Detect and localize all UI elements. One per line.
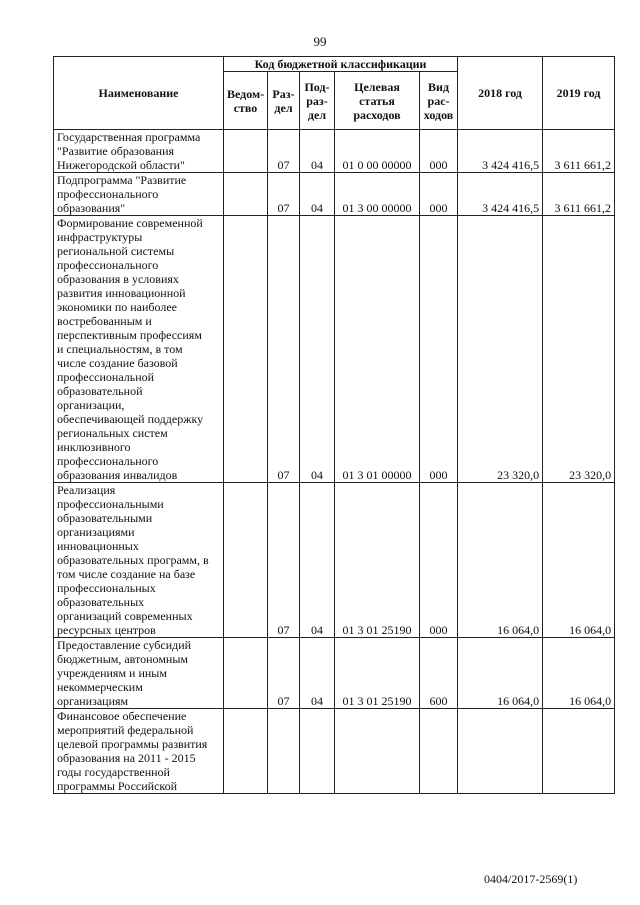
row-vedomstvo <box>224 216 268 483</box>
row-vid: 000 <box>420 216 458 483</box>
budget-table <box>53 56 615 794</box>
header-vedomstvo: Ведом- ство <box>224 72 268 130</box>
table-row <box>54 483 615 638</box>
table-row <box>54 638 615 709</box>
header-vid: Вид рас- ходов <box>420 72 458 130</box>
row-podrazdel <box>300 709 335 794</box>
row-razdel: 07 <box>268 216 300 483</box>
header-razdel: Раз- дел <box>268 72 300 130</box>
row-vid: 000 <box>420 130 458 173</box>
row-vedomstvo <box>224 130 268 173</box>
row-statya: 01 3 00 00000 <box>335 173 420 216</box>
row-vedomstvo <box>224 483 268 638</box>
row-2018: 16 064,0 <box>458 483 543 638</box>
row-name: Реализация профессиональными образовательными организациями инновационных образовательных программ, в том числе создание на базе профессиональных образовательных организаций современных ресурсных центров <box>54 483 224 638</box>
row-name: Государственная программа "Развитие образования Нижегородской области" <box>54 130 224 173</box>
row-2019: 3 611 661,2 <box>543 173 615 216</box>
row-statya: 01 3 01 00000 <box>335 216 420 483</box>
row-podrazdel: 04 <box>300 173 335 216</box>
row-podrazdel: 04 <box>300 638 335 709</box>
row-vid: 600 <box>420 638 458 709</box>
row-razdel: 07 <box>268 483 300 638</box>
row-razdel <box>268 709 300 794</box>
row-name: Предоставление субсидий бюджетным, автономным учреждениям и иным некоммерческим организациям <box>54 638 224 709</box>
header-2019: 2019 год <box>543 57 615 130</box>
table-row <box>54 216 615 483</box>
row-razdel: 07 <box>268 130 300 173</box>
header-name: Наименование <box>54 57 224 130</box>
row-name: Подпрограмма "Развитие профессионального образования" <box>54 173 224 216</box>
row-podrazdel: 04 <box>300 483 335 638</box>
row-statya <box>335 709 420 794</box>
header-podrazdel: Под- раз- дел <box>300 72 335 130</box>
row-statya: 01 3 01 25190 <box>335 483 420 638</box>
row-2019: 16 064,0 <box>543 483 615 638</box>
row-vid: 000 <box>420 483 458 638</box>
row-2018: 3 424 416,5 <box>458 173 543 216</box>
row-podrazdel: 04 <box>300 130 335 173</box>
row-2018: 3 424 416,5 <box>458 130 543 173</box>
row-vid <box>420 709 458 794</box>
table-row <box>54 130 615 173</box>
row-podrazdel: 04 <box>300 216 335 483</box>
row-2019: 3 611 661,2 <box>543 130 615 173</box>
row-vid: 000 <box>420 173 458 216</box>
row-2019: 23 320,0 <box>543 216 615 483</box>
header-statya: Целевая статья расходов <box>335 72 420 130</box>
header-budget-code-group: Код бюджетной классификации <box>224 57 458 72</box>
header-2018: 2018 год <box>458 57 543 130</box>
row-2018: 16 064,0 <box>458 638 543 709</box>
row-vedomstvo <box>224 709 268 794</box>
table-row <box>54 709 615 794</box>
page-number: 99 <box>313 34 327 49</box>
row-2019 <box>543 709 615 794</box>
row-statya: 01 0 00 00000 <box>335 130 420 173</box>
row-statya: 01 3 01 25190 <box>335 638 420 709</box>
row-vedomstvo <box>224 638 268 709</box>
row-name: Формирование современной инфраструктуры региональной системы профессионального образования в условиях развития инновационной экономики по наиболее востребованным и перспективным профессиям и специальностям, в том числе создание базовой профессиональной образовательной организации, обеспечивающей поддержку региональных систем инклюзивного профессионального образования инвалидов <box>54 216 224 483</box>
row-name: Финансовое обеспечение мероприятий федеральной целевой программы развития образования на 2011 - 2015 годы государственной программы Российской <box>54 709 224 794</box>
row-vedomstvo <box>224 173 268 216</box>
row-razdel: 07 <box>268 173 300 216</box>
row-2019: 16 064,0 <box>543 638 615 709</box>
row-razdel: 07 <box>268 638 300 709</box>
document-code: 0404/2017-2569(1) <box>484 872 578 886</box>
row-2018 <box>458 709 543 794</box>
row-2018: 23 320,0 <box>458 216 543 483</box>
table-row <box>54 173 615 216</box>
